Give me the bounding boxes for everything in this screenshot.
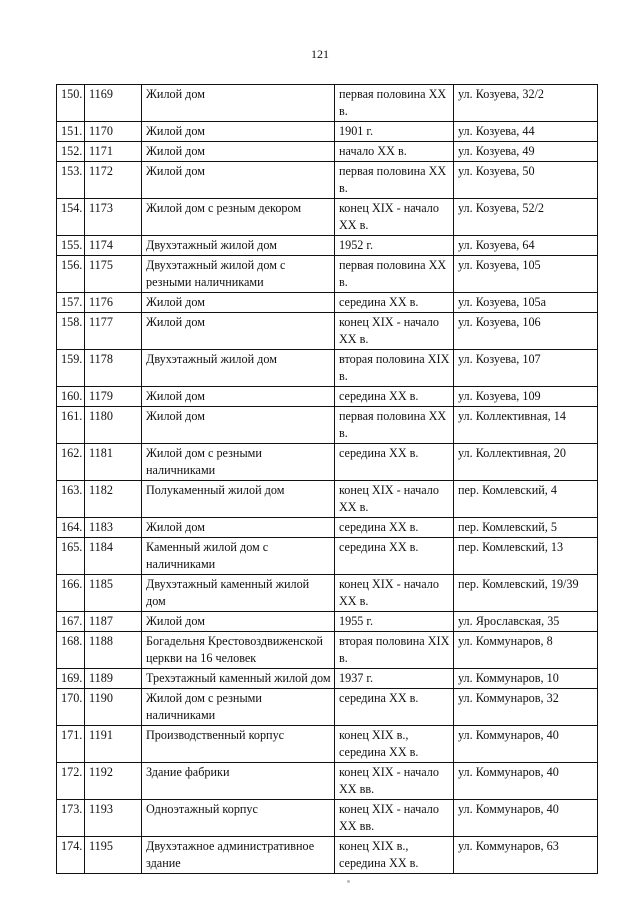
- address-cell: ул. Коллективная, 14: [454, 407, 598, 444]
- object-name-cell: Жилой дом: [142, 85, 335, 122]
- address-cell: пер. Комлевский, 13: [454, 538, 598, 575]
- address-cell: ул. Козуева, 109: [454, 387, 598, 407]
- object-name-cell: Богадельня Крестовоздвиженской церкви на 16 человек: [142, 632, 335, 669]
- row-number-cell: 165.: [57, 538, 85, 575]
- object-id-cell: 1189: [85, 669, 142, 689]
- table-row: [57, 518, 598, 538]
- object-id-cell: 1176: [85, 293, 142, 313]
- dating-cell: первая половина XX в.: [335, 256, 454, 293]
- object-id-cell: 1188: [85, 632, 142, 669]
- table-row: [57, 350, 598, 387]
- heritage-registry-table: [56, 84, 598, 874]
- address-cell: ул. Козуева, 44: [454, 122, 598, 142]
- scan-speck: [347, 880, 350, 883]
- table-row: [57, 837, 598, 874]
- object-id-cell: 1182: [85, 481, 142, 518]
- table-row: [57, 236, 598, 256]
- object-id-cell: 1170: [85, 122, 142, 142]
- dating-cell: середина XX в.: [335, 518, 454, 538]
- object-id-cell: 1193: [85, 800, 142, 837]
- address-cell: ул. Коммунаров, 32: [454, 689, 598, 726]
- object-name-cell: Жилой дом: [142, 162, 335, 199]
- row-number-cell: 167.: [57, 612, 85, 632]
- table-row: [57, 162, 598, 199]
- table-row: [57, 387, 598, 407]
- table-row: [57, 444, 598, 481]
- row-number-cell: 169.: [57, 669, 85, 689]
- address-cell: ул. Козуева, 107: [454, 350, 598, 387]
- address-cell: ул. Козуева, 50: [454, 162, 598, 199]
- table-row: [57, 85, 598, 122]
- dating-cell: конец XIX - начало XX в.: [335, 575, 454, 612]
- object-id-cell: 1180: [85, 407, 142, 444]
- object-id-cell: 1190: [85, 689, 142, 726]
- table-row: [57, 256, 598, 293]
- address-cell: ул. Козуева, 49: [454, 142, 598, 162]
- object-name-cell: Жилой дом: [142, 293, 335, 313]
- row-number-cell: 170.: [57, 689, 85, 726]
- address-cell: ул. Коммунаров, 40: [454, 763, 598, 800]
- row-number-cell: 155.: [57, 236, 85, 256]
- object-id-cell: 1187: [85, 612, 142, 632]
- table-row: [57, 142, 598, 162]
- object-name-cell: Жилой дом: [142, 122, 335, 142]
- row-number-cell: 150.: [57, 85, 85, 122]
- table-row: [57, 669, 598, 689]
- object-id-cell: 1179: [85, 387, 142, 407]
- object-name-cell: Жилой дом с резными наличниками: [142, 689, 335, 726]
- table-row: [57, 293, 598, 313]
- object-id-cell: 1181: [85, 444, 142, 481]
- dating-cell: конец XIX - начало XX вв.: [335, 800, 454, 837]
- table-row: [57, 538, 598, 575]
- dating-cell: конец XIX - начало XX в.: [335, 199, 454, 236]
- address-cell: ул. Козуева, 105а: [454, 293, 598, 313]
- dating-cell: конец XIX - начало XX в.: [335, 313, 454, 350]
- object-id-cell: 1192: [85, 763, 142, 800]
- dating-cell: первая половина XX в.: [335, 85, 454, 122]
- dating-cell: середина XX в.: [335, 444, 454, 481]
- dating-cell: вторая половина XIX в.: [335, 350, 454, 387]
- table-row: [57, 199, 598, 236]
- object-name-cell: Жилой дом с резным декором: [142, 199, 335, 236]
- address-cell: ул. Козуева, 52/2: [454, 199, 598, 236]
- dating-cell: середина XX в.: [335, 538, 454, 575]
- table-row: [57, 632, 598, 669]
- object-id-cell: 1172: [85, 162, 142, 199]
- object-id-cell: 1185: [85, 575, 142, 612]
- object-name-cell: Двухэтажный жилой дом: [142, 236, 335, 256]
- row-number-cell: 152.: [57, 142, 85, 162]
- object-name-cell: Производственный корпус: [142, 726, 335, 763]
- dating-cell: конец XIX в., середина XX в.: [335, 726, 454, 763]
- dating-cell: середина XX в.: [335, 689, 454, 726]
- row-number-cell: 172.: [57, 763, 85, 800]
- row-number-cell: 162.: [57, 444, 85, 481]
- object-name-cell: Двухэтажный жилой дом с резными наличниками: [142, 256, 335, 293]
- object-id-cell: 1173: [85, 199, 142, 236]
- row-number-cell: 153.: [57, 162, 85, 199]
- table-row: [57, 575, 598, 612]
- row-number-cell: 171.: [57, 726, 85, 763]
- address-cell: ул. Коммунаров, 8: [454, 632, 598, 669]
- table-row: [57, 726, 598, 763]
- object-name-cell: Полукаменный жилой дом: [142, 481, 335, 518]
- object-id-cell: 1191: [85, 726, 142, 763]
- table-row: [57, 612, 598, 632]
- object-name-cell: Жилой дом: [142, 407, 335, 444]
- address-cell: пер. Комлевский, 4: [454, 481, 598, 518]
- table-row: [57, 481, 598, 518]
- row-number-cell: 158.: [57, 313, 85, 350]
- table-row: [57, 407, 598, 444]
- dating-cell: первая половина XX в.: [335, 407, 454, 444]
- table-row: [57, 763, 598, 800]
- address-cell: ул. Коммунаров, 40: [454, 800, 598, 837]
- object-name-cell: Жилой дом: [142, 387, 335, 407]
- address-cell: ул. Козуева, 105: [454, 256, 598, 293]
- row-number-cell: 161.: [57, 407, 85, 444]
- dating-cell: конец XIX в., середина XX в.: [335, 837, 454, 874]
- row-number-cell: 163.: [57, 481, 85, 518]
- row-number-cell: 151.: [57, 122, 85, 142]
- row-number-cell: 154.: [57, 199, 85, 236]
- object-name-cell: Здание фабрики: [142, 763, 335, 800]
- address-cell: ул. Козуева, 64: [454, 236, 598, 256]
- object-name-cell: Одноэтажный корпус: [142, 800, 335, 837]
- dating-cell: середина XX в.: [335, 387, 454, 407]
- dating-cell: конец XIX - начало XX в.: [335, 481, 454, 518]
- row-number-cell: 160.: [57, 387, 85, 407]
- address-cell: пер. Комлевский, 5: [454, 518, 598, 538]
- address-cell: ул. Коллективная, 20: [454, 444, 598, 481]
- address-cell: ул. Козуева, 32/2: [454, 85, 598, 122]
- row-number-cell: 173.: [57, 800, 85, 837]
- address-cell: ул. Козуева, 106: [454, 313, 598, 350]
- object-name-cell: Двухэтажный жилой дом: [142, 350, 335, 387]
- object-id-cell: 1171: [85, 142, 142, 162]
- row-number-cell: 168.: [57, 632, 85, 669]
- dating-cell: первая половина XX в.: [335, 162, 454, 199]
- dating-cell: 1952 г.: [335, 236, 454, 256]
- dating-cell: конец XIX - начало XX вв.: [335, 763, 454, 800]
- object-name-cell: Каменный жилой дом с наличниками: [142, 538, 335, 575]
- address-cell: ул. Ярославская, 35: [454, 612, 598, 632]
- address-cell: ул. Коммунаров, 40: [454, 726, 598, 763]
- object-id-cell: 1178: [85, 350, 142, 387]
- object-id-cell: 1174: [85, 236, 142, 256]
- row-number-cell: 164.: [57, 518, 85, 538]
- object-id-cell: 1169: [85, 85, 142, 122]
- page-number: 121: [311, 47, 329, 61]
- object-name-cell: Жилой дом: [142, 612, 335, 632]
- dating-cell: 1937 г.: [335, 669, 454, 689]
- address-cell: ул. Коммунаров, 63: [454, 837, 598, 874]
- object-id-cell: 1177: [85, 313, 142, 350]
- row-number-cell: 166.: [57, 575, 85, 612]
- object-name-cell: Трехэтажный каменный жилой дом: [142, 669, 335, 689]
- address-cell: ул. Коммунаров, 10: [454, 669, 598, 689]
- object-name-cell: Жилой дом: [142, 518, 335, 538]
- object-name-cell: Жилой дом: [142, 313, 335, 350]
- dating-cell: 1901 г.: [335, 122, 454, 142]
- dating-cell: вторая половина XIX в.: [335, 632, 454, 669]
- object-name-cell: Двухэтажный каменный жилой дом: [142, 575, 335, 612]
- row-number-cell: 174.: [57, 837, 85, 874]
- object-name-cell: Жилой дом с резными наличниками: [142, 444, 335, 481]
- row-number-cell: 159.: [57, 350, 85, 387]
- table-row: [57, 313, 598, 350]
- address-cell: пер. Комлевский, 19/39: [454, 575, 598, 612]
- table-row: [57, 689, 598, 726]
- object-name-cell: Жилой дом: [142, 142, 335, 162]
- row-number-cell: 157.: [57, 293, 85, 313]
- object-id-cell: 1183: [85, 518, 142, 538]
- object-id-cell: 1195: [85, 837, 142, 874]
- dating-cell: 1955 г.: [335, 612, 454, 632]
- table-row: [57, 800, 598, 837]
- object-name-cell: Двухэтажное административное здание: [142, 837, 335, 874]
- object-id-cell: 1184: [85, 538, 142, 575]
- dating-cell: середина XX в.: [335, 293, 454, 313]
- dating-cell: начало XX в.: [335, 142, 454, 162]
- row-number-cell: 156.: [57, 256, 85, 293]
- table-row: [57, 122, 598, 142]
- table-body: [57, 85, 598, 874]
- object-id-cell: 1175: [85, 256, 142, 293]
